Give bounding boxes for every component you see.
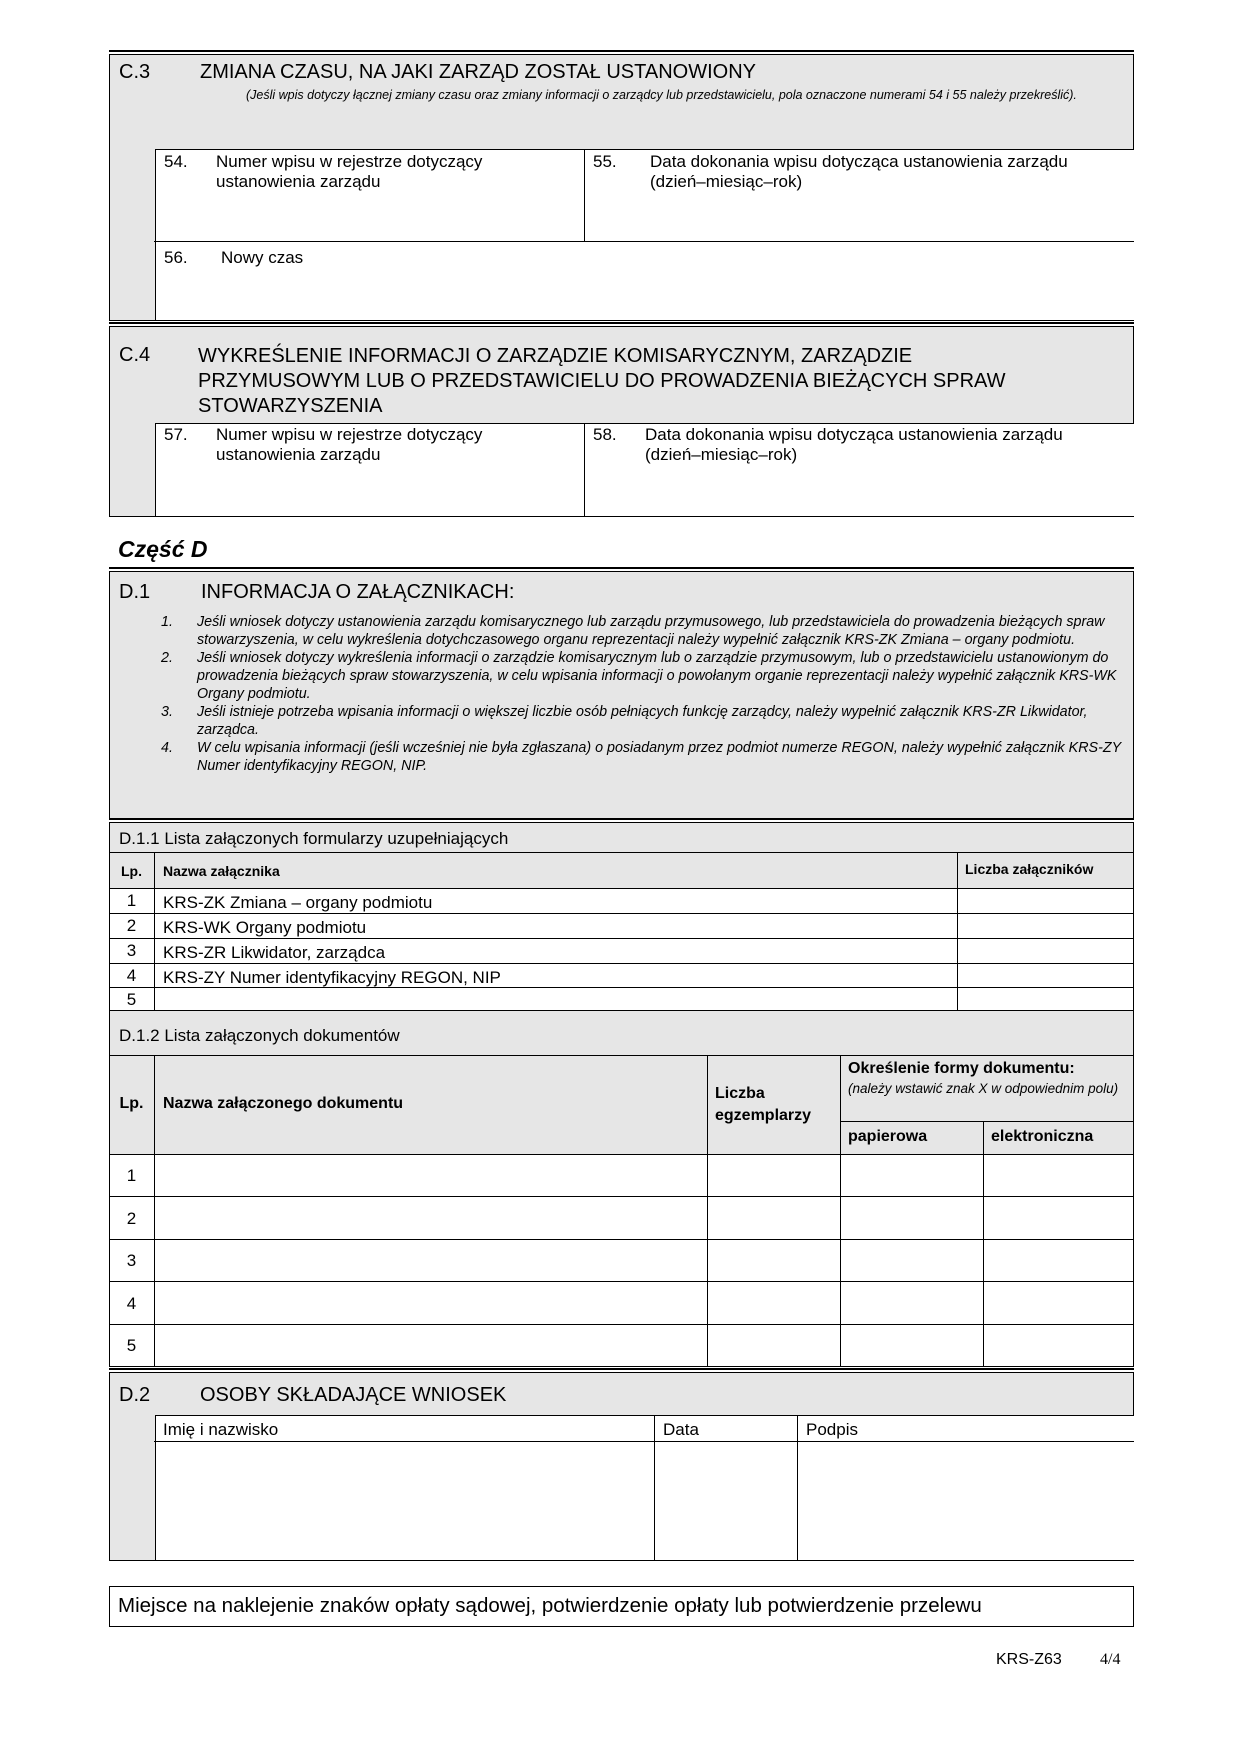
form-code: KRS-Z63 xyxy=(996,1651,1062,1668)
d1-note: 1. Jeśli wniosek dotyczy ustanowienia zarządu komisarycznego lub zarządu przymusowego, lub przedstawiciela do prowadzenia bieżących spraw stowarzyszenia, w celu wykreślenia dotychczasowego organu reprezentacji należy wypełnić załącznik KRS-ZK Zmiana – organy podmiotu. xyxy=(161,614,1105,648)
d2-name-input[interactable] xyxy=(155,1442,654,1559)
d12-row-lp: 3 xyxy=(126,1251,137,1270)
d12-col-lp: Lp. xyxy=(119,1095,144,1112)
d2-col-sign: Podpis xyxy=(806,1420,858,1439)
c3-note: (Jeśli wpis dotyczy łącznej zmiany czasu oraz zmiany informacji o zarządcy lub przedstawicielu, pola oznaczone numerami 54 i 55 należy przekreślić). xyxy=(246,88,1077,102)
d12-document-name-input[interactable] xyxy=(155,1240,707,1281)
d11-row-lp: 1 xyxy=(126,891,137,910)
d11-row-lp: 2 xyxy=(126,916,137,935)
d1-note: 4. W celu wpisania informacji (jeśli wcześniej nie była zgłaszana) o posiadanym przez podmiot numerze REGON, należy wypełnić załącznik KRS-ZY Numer identyfikacyjny REGON, NIP. xyxy=(161,740,1121,774)
d11-row-count-input[interactable] xyxy=(958,988,1133,1010)
field-58-number: 58. xyxy=(593,425,617,444)
field-56-label: Nowy czas xyxy=(221,248,304,267)
d11-row-lp: 4 xyxy=(126,966,137,985)
d1-notes xyxy=(161,613,1121,775)
field-54-number: 54. xyxy=(164,152,188,171)
d12-row-lp: 5 xyxy=(126,1336,137,1355)
field-57-label: Numer wpisu w rejestrze dotyczący ustanowienia zarządu xyxy=(216,425,483,464)
d11-row-count-input[interactable] xyxy=(958,939,1133,963)
fee-box-label: Miejsce na naklejenie znaków opłaty sądowej, potwierdzenie opłaty lub potwierdzenie przelewu xyxy=(118,1594,982,1617)
d12-col-count xyxy=(715,1083,811,1127)
part-d-heading: Część D xyxy=(118,536,208,562)
d12-document-name-input[interactable] xyxy=(155,1155,707,1196)
field-56-number: 56. xyxy=(164,248,188,267)
d11-row-name-input[interactable] xyxy=(155,988,957,1010)
d12-col-form-note: (należy wstawić znak X w odpowiednim polu) xyxy=(848,1081,1119,1096)
page-number: 4/4 xyxy=(1100,1651,1121,1668)
field-57-number: 57. xyxy=(164,425,188,444)
d11-row-name: KRS-ZY Numer identyfikacyjny REGON, NIP xyxy=(163,968,501,987)
d12-document-name-input[interactable] xyxy=(155,1282,707,1324)
d11-col-name: Nazwa załącznika xyxy=(163,863,280,879)
c4-code: C.4 xyxy=(119,344,151,366)
d12-row-lp: 1 xyxy=(126,1166,137,1185)
d11-row-lp: 3 xyxy=(126,941,137,960)
d11-row-lp: 5 xyxy=(126,990,137,1009)
d1-note: 3. Jeśli istnieje potrzeba wpisania informacji o większej liczbie osób pełniących funkcję zarządcy, należy wypełnić załącznik KRS-ZR Likwidator, zarządca. xyxy=(161,704,1088,738)
d1-note: 2. Jeśli wniosek dotyczy wykreślenia informacji o zarządzie komisarycznym lub o zarządzie przymusowym, lub o przedstawicielu ustanowionym do prowadzenia bieżących spraw stowarzyszenia, w celu wpisania informacji o powołanym organie reprezentacji należy wypełnić załącznik KRS-WK Organy podmiotu. xyxy=(161,650,1117,702)
d12-col-electronic: elektroniczna xyxy=(991,1128,1094,1145)
d11-row-name: KRS-WK Organy podmiotu xyxy=(163,918,367,937)
d2-title: OSOBY SKŁADAJĄCE WNIOSEK xyxy=(200,1384,507,1406)
d2-code: D.2 xyxy=(119,1384,151,1406)
field-55-number: 55. xyxy=(593,152,617,171)
d11-row-name: KRS-ZR Likwidator, zarządca xyxy=(163,943,386,962)
d12-col-count-line2: egzemplarzy xyxy=(715,1107,812,1124)
d2-signature-input[interactable] xyxy=(798,1442,1133,1559)
d11-row-count-input[interactable] xyxy=(958,964,1133,987)
d12-document-name-input[interactable] xyxy=(155,1325,707,1366)
d11-col-lp: Lp. xyxy=(121,863,142,879)
d11-row-count-input[interactable] xyxy=(958,889,1133,913)
d12-row-lp: 4 xyxy=(126,1294,137,1313)
d12-document-name-input[interactable] xyxy=(155,1197,707,1239)
d12-header xyxy=(109,1011,1134,1056)
d11-title: D.1.1 Lista załączonych formularzy uzupełniających xyxy=(119,829,509,848)
c4-section xyxy=(109,327,1134,517)
fee-box[interactable] xyxy=(109,1586,1134,1627)
d12-title: D.1.2 Lista załączonych dokumentów xyxy=(119,1026,400,1045)
d12-col-name: Nazwa załączonego dokumentu xyxy=(163,1095,404,1112)
d2-col-date: Data xyxy=(663,1420,699,1439)
d12-row-lp: 2 xyxy=(126,1209,137,1228)
field-55-label: Data dokonania wpisu dotycząca ustanowienia zarządu (dzień–miesiąc–rok) xyxy=(650,152,1068,191)
d2-date-input[interactable] xyxy=(655,1442,797,1559)
field-54-label: Numer wpisu w rejestrze dotyczący ustanowienia zarządu xyxy=(216,152,483,191)
d2-col-name: Imię i nazwisko xyxy=(163,1420,279,1439)
c4-title: WYKREŚLENIE INFORMACJI O ZARZĄDZIE KOMISARYCZNYM, ZARZĄDZIE PRZYMUSOWYM LUB O PRZEDSTAWICIELU DO PROWADZENIA BIEŻĄCYCH SPRAW STOWARZYSZENIA xyxy=(198,345,1006,417)
d1-title: INFORMACJA O ZAŁĄCZNIKACH: xyxy=(201,581,515,603)
d12-col-count-line1: Liczba xyxy=(715,1085,765,1102)
d12-col-form: Określenie formy dokumentu: xyxy=(848,1060,1075,1077)
d1-section xyxy=(109,572,1134,818)
d11-row-name: KRS-ZK Zmiana – organy podmiotu xyxy=(163,893,433,912)
d1-code: D.1 xyxy=(119,581,151,603)
d11-row-count-input[interactable] xyxy=(958,914,1133,938)
c3-title: ZMIANA CZASU, NA JAKI ZARZĄD ZOSTAŁ USTANOWIONY xyxy=(200,61,756,83)
d12-col-paper: papierowa xyxy=(848,1128,928,1145)
d11-col-count: Liczba załączników xyxy=(965,861,1094,877)
field-58-label: Data dokonania wpisu dotycząca ustanowienia zarządu (dzień–miesiąc–rok) xyxy=(645,425,1063,464)
c3-code: C.3 xyxy=(119,61,151,83)
